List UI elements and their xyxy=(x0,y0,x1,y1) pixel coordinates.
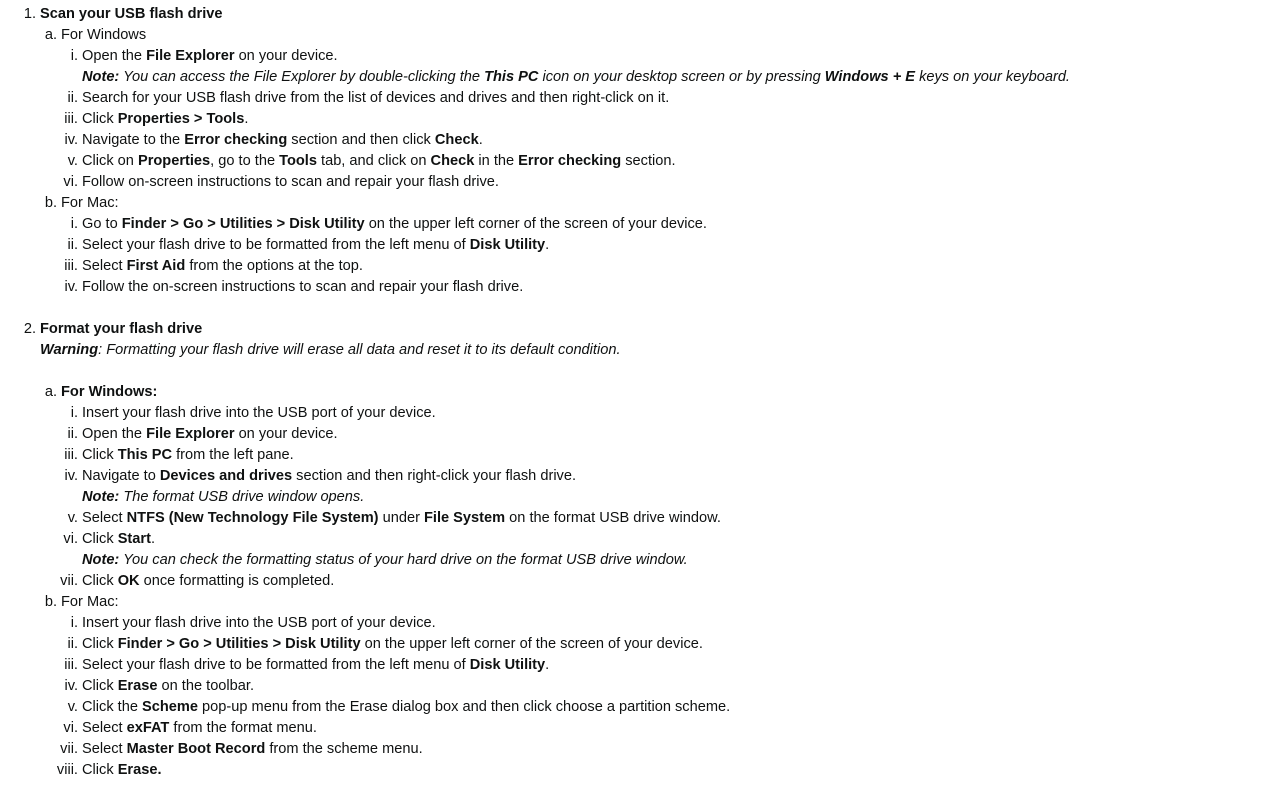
list-number: vii. xyxy=(60,741,78,757)
bold-text: Scheme xyxy=(142,699,198,715)
bold-text: Start xyxy=(117,531,151,547)
text-run: For Windows xyxy=(61,27,147,43)
bold-text: Master Boot Record xyxy=(126,741,266,757)
text-run: icon on your desktop screen or by pressing xyxy=(538,69,825,85)
list-number: iii. xyxy=(64,657,78,673)
step-item xyxy=(0,256,363,277)
text-run: tab, and click on xyxy=(316,153,431,169)
list-number: vii. xyxy=(60,573,78,589)
step-item xyxy=(0,571,334,592)
list-number: i. xyxy=(70,615,78,631)
text-run: You can access the File Explorer by double-clicking the xyxy=(119,69,485,85)
list-number: iii. xyxy=(64,258,78,274)
bold-text: Erase. xyxy=(117,762,162,778)
list-number: v. xyxy=(67,510,78,526)
section-heading xyxy=(0,319,202,340)
text-run: Search for your USB flash drive from the list of devices and drives and then right-click on it. xyxy=(82,90,670,106)
text-run: on the upper left corner of the screen of your device. xyxy=(360,636,703,652)
list-number: v. xyxy=(67,699,78,715)
subsection-item xyxy=(0,25,146,46)
bold-text: OK xyxy=(117,573,140,589)
text-run: Click xyxy=(82,111,118,127)
text-run: For Mac: xyxy=(61,195,119,211)
bold-text: Disk Utility xyxy=(469,657,546,673)
list-number: vi. xyxy=(63,531,78,547)
text-run: . xyxy=(478,132,483,148)
bold-text: exFAT xyxy=(126,720,170,736)
warning-text xyxy=(40,340,621,361)
list-number: vi. xyxy=(63,720,78,736)
step-item xyxy=(0,172,499,193)
list-number: viii. xyxy=(56,762,78,778)
step-item xyxy=(0,613,436,634)
step-item xyxy=(0,466,576,487)
step-item xyxy=(0,634,703,655)
text-run: section and then right-click your flash drive. xyxy=(292,468,577,484)
text-run: on your device. xyxy=(234,426,338,442)
list-number: ii. xyxy=(67,636,78,652)
text-run: on your device. xyxy=(234,48,338,64)
bold-text: Finder > Go > Utilities > Disk Utility xyxy=(117,636,361,652)
text-run: Click xyxy=(82,573,118,589)
step-item xyxy=(0,676,254,697)
list-number: ii. xyxy=(67,426,78,442)
text-run: under xyxy=(378,510,424,526)
text-run: in the xyxy=(474,153,519,169)
text-run: Select xyxy=(82,720,127,736)
bold-text: This PC xyxy=(484,69,539,85)
text-run: Follow on-screen instructions to scan and repair your flash drive. xyxy=(82,174,499,190)
text-run: keys on your keyboard. xyxy=(915,69,1070,85)
list-number: i. xyxy=(70,48,78,64)
text-run: Follow the on-screen instructions to scan and repair your flash drive. xyxy=(82,279,524,295)
bold-text: Check xyxy=(434,132,479,148)
text-run: Open the xyxy=(82,426,147,442)
step-item xyxy=(0,403,436,424)
text-run: Insert your flash drive into the USB port of your device. xyxy=(82,405,436,421)
subsection-item xyxy=(0,592,119,613)
bold-text: Scan your USB flash drive xyxy=(40,6,223,22)
text-run: Click xyxy=(82,447,118,463)
text-run: Open the xyxy=(82,48,147,64)
step-item xyxy=(0,235,549,256)
bold-text: NTFS (New Technology File System) xyxy=(126,510,379,526)
text-run: Select your flash drive to be formatted from the left menu of xyxy=(82,657,470,673)
step-item xyxy=(0,445,294,466)
text-run: Click xyxy=(82,678,118,694)
text-run: : Formatting your flash drive will erase all data and reset it to its default condition. xyxy=(98,342,621,358)
text-run: Click xyxy=(82,762,118,778)
list-number: iv. xyxy=(64,468,78,484)
list-number: i. xyxy=(70,216,78,232)
section-heading xyxy=(0,4,222,25)
bold-text: Note: xyxy=(82,489,120,505)
text-run: section and then click xyxy=(287,132,435,148)
step-item xyxy=(0,424,338,445)
text-run: . xyxy=(244,111,249,127)
bold-text: Finder > Go > Utilities > Disk Utility xyxy=(121,216,365,232)
step-item xyxy=(0,151,676,172)
text-run: from the options at the top. xyxy=(185,258,363,274)
text-run: Navigate to xyxy=(82,468,160,484)
text-run: from the format menu. xyxy=(169,720,317,736)
bold-text: Tools xyxy=(279,153,317,169)
text-run: . xyxy=(545,237,550,253)
bold-text: File Explorer xyxy=(146,426,235,442)
text-run: Click on xyxy=(82,153,138,169)
bold-text: Error checking xyxy=(184,132,288,148)
text-run: , go to the xyxy=(210,153,280,169)
text-run: on the format USB drive window. xyxy=(505,510,721,526)
subsection-item xyxy=(0,382,157,403)
list-number: b. xyxy=(44,594,57,610)
step-item xyxy=(0,760,162,781)
bold-text: Warning xyxy=(40,342,99,358)
bold-text: Properties > Tools xyxy=(117,111,245,127)
bold-text: File Explorer xyxy=(146,48,235,64)
note-text xyxy=(82,67,1070,88)
text-run: Insert your flash drive into the USB port of your device. xyxy=(82,615,436,631)
bold-text: Error checking xyxy=(518,153,622,169)
text-run: You can check the formatting status of your hard drive on the format USB drive window. xyxy=(119,552,688,568)
bold-text: Format your flash drive xyxy=(40,321,203,337)
text-run: Navigate to the xyxy=(82,132,185,148)
step-item xyxy=(0,109,248,130)
text-run: Click the xyxy=(82,699,143,715)
subsection-item xyxy=(0,193,119,214)
step-item xyxy=(0,697,730,718)
list-number: ii. xyxy=(67,90,78,106)
text-run: once formatting is completed. xyxy=(139,573,335,589)
bold-text: Properties xyxy=(137,153,211,169)
list-number: 2. xyxy=(23,321,36,337)
text-run: For Mac: xyxy=(61,594,119,610)
text-run: Select xyxy=(82,258,127,274)
text-run: on the toolbar. xyxy=(157,678,255,694)
list-number: a. xyxy=(44,27,57,43)
text-run: pop-up menu from the Erase dialog box and then click choose a partition scheme. xyxy=(198,699,731,715)
bold-text: Windows + E xyxy=(824,69,916,85)
bold-text: Erase xyxy=(117,678,158,694)
bold-text: Note: xyxy=(82,552,120,568)
bold-text: This PC xyxy=(117,447,173,463)
bold-text: Devices and drives xyxy=(159,468,293,484)
step-item xyxy=(0,214,707,235)
list-number: b. xyxy=(44,195,57,211)
list-number: ii. xyxy=(67,237,78,253)
bold-text: Disk Utility xyxy=(469,237,546,253)
list-number: a. xyxy=(44,384,57,400)
list-number: iii. xyxy=(64,447,78,463)
list-number: iv. xyxy=(64,132,78,148)
text-run: from the left pane. xyxy=(172,447,294,463)
text-run: Select xyxy=(82,741,127,757)
bold-text: Note: xyxy=(82,69,120,85)
list-number: iv. xyxy=(64,279,78,295)
text-run: on the upper left corner of the screen of your device. xyxy=(364,216,707,232)
bold-text: First Aid xyxy=(126,258,186,274)
text-run: section. xyxy=(621,153,676,169)
step-item xyxy=(0,277,523,298)
text-run: . xyxy=(545,657,550,673)
step-item xyxy=(0,718,317,739)
step-item xyxy=(0,130,483,151)
text-run: from the scheme menu. xyxy=(265,741,423,757)
text-run: The format USB drive window opens. xyxy=(119,489,365,505)
bold-text: For Windows: xyxy=(61,384,158,400)
list-number: v. xyxy=(67,153,78,169)
text-run: Select your flash drive to be formatted from the left menu of xyxy=(82,237,470,253)
step-item xyxy=(0,739,423,760)
step-item xyxy=(0,46,338,67)
list-number: i. xyxy=(70,405,78,421)
step-item xyxy=(0,88,669,109)
list-number: vi. xyxy=(63,174,78,190)
step-item xyxy=(0,508,721,529)
list-number: 1. xyxy=(23,6,36,22)
step-item xyxy=(0,529,155,550)
text-run: Click xyxy=(82,636,118,652)
text-run: Select xyxy=(82,510,127,526)
text-run: Go to xyxy=(82,216,122,232)
list-number: iv. xyxy=(64,678,78,694)
step-item xyxy=(0,655,549,676)
bold-text: File System xyxy=(423,510,506,526)
note-text xyxy=(82,550,688,571)
note-text xyxy=(82,487,364,508)
text-run: Click xyxy=(82,531,118,547)
text-run: . xyxy=(150,531,155,547)
list-number: iii. xyxy=(64,111,78,127)
bold-text: Check xyxy=(430,153,475,169)
